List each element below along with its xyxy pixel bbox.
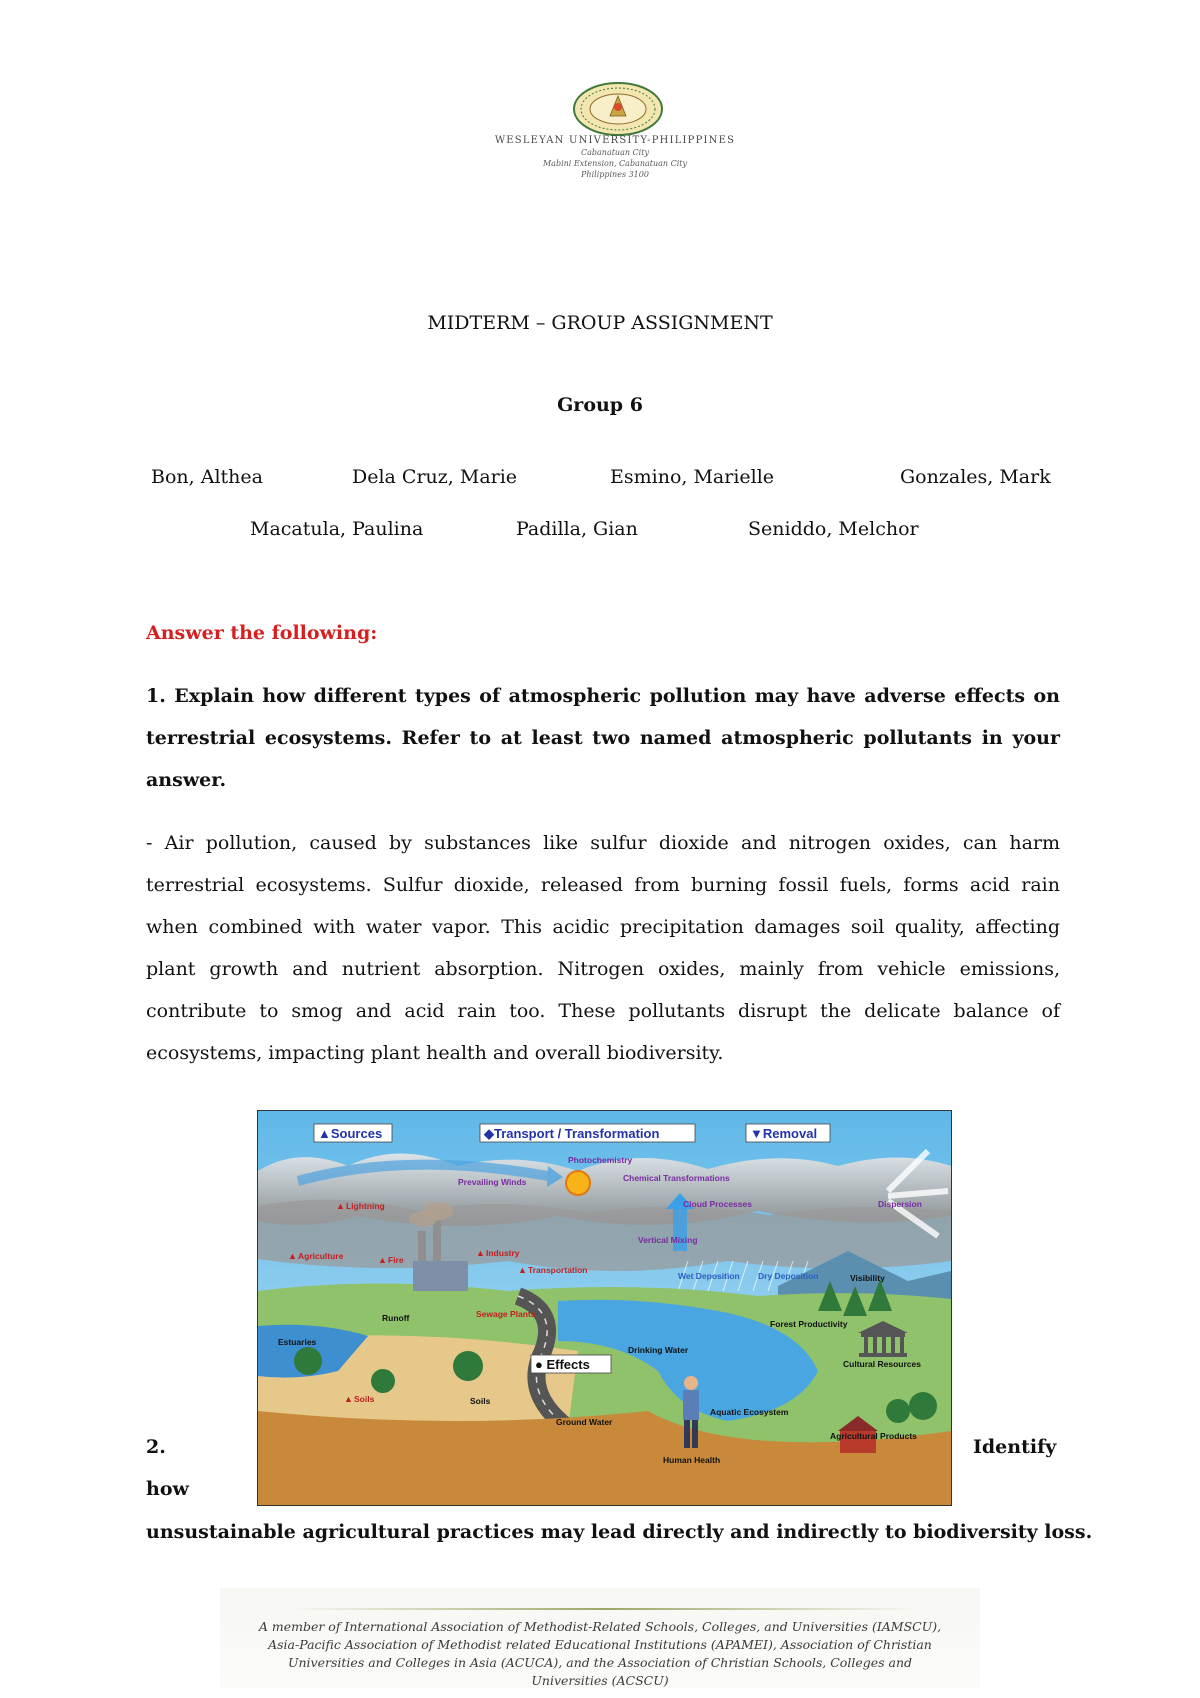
diagram-label-lightning: Lightning: [346, 1201, 385, 1211]
diagram-header-transport: ◆Transport / Transformation: [484, 1126, 660, 1141]
diagram-label-forest-productivity: Forest Productivity: [770, 1319, 848, 1329]
member-name: Dela Cruz, Marie: [352, 466, 518, 488]
diagram-label-photochemistry: Photochemistry: [568, 1155, 633, 1165]
member-name: Padilla, Gian: [516, 518, 638, 540]
diagram-label-runoff: Runoff: [382, 1313, 410, 1323]
svg-text:▲: ▲: [344, 1394, 353, 1404]
footer-membership-text: A member of International Association of Methodist-Related Schools, Colleges, and Universities (IAMSCU), Asia-Pacific Association of Methodist related Educational Institutions (APAMEI), Association of Christian Universities and Colleges in Asia (ACUCA), and the Association of Christian Schools, Colleges and Universities (ACSCU): [258, 1619, 942, 1688]
address-line-1: Cabanatuan City: [581, 148, 649, 157]
diagram-label-soils-effect: Soils: [470, 1396, 491, 1406]
diagram-label-agricultural-products: Agricultural Products: [830, 1431, 917, 1441]
svg-text:▲: ▲: [378, 1255, 387, 1265]
svg-text:▲: ▲: [518, 1265, 527, 1275]
answer-1: - Air pollution, caused by substances like sulfur dioxide and nitrogen oxides, can harm terrestrial ecosystems. Sulfur dioxide, released from burning fossil fuels, forms acid rain when combined with water vapor. This acidic precipitation damages soil quality, affecting plant growth and nutrient absorption. Nitrogen oxides, mainly from vehicle emissions, contribute to smog and acid rain too. These pollutants disrupt the delicate balance of ecosystems, impacting plant health and overall biodiversity.: [146, 832, 1060, 1064]
svg-text:▲: ▲: [288, 1251, 297, 1261]
diagram-label-dispersion: Dispersion: [878, 1199, 922, 1209]
diagram-label-estuaries: Estuaries: [278, 1337, 317, 1347]
diagram-label-prevailing-winds: Prevailing Winds: [458, 1177, 527, 1187]
diagram-header-effects: ● Effects: [535, 1357, 590, 1372]
document-title: MIDTERM – GROUP ASSIGNMENT: [427, 312, 773, 334]
university-seal-logo: [573, 82, 663, 136]
instruction-heading: Answer the following:: [146, 622, 378, 644]
pollution-cycle-diagram: [257, 1110, 952, 1506]
member-name: Esmino, Marielle: [610, 466, 775, 488]
diagram-label-human-health: Human Health: [663, 1455, 721, 1465]
diagram-label-transportation: Transportation: [528, 1265, 588, 1275]
svg-text:▲: ▲: [476, 1248, 485, 1258]
diagram-label-drinking-water: Drinking Water: [628, 1345, 689, 1355]
question-2-word: how: [146, 1478, 189, 1500]
group-label: Group 6: [557, 394, 643, 416]
university-name: WESLEYAN UNIVERSITY-PHILIPPINES: [494, 135, 736, 146]
footer-divider: [290, 1608, 920, 1610]
diagram-label-wet-deposition: Wet Deposition: [678, 1271, 740, 1281]
diagram-label-cultural-resources: Cultural Resources: [843, 1359, 921, 1369]
address-line-2: Mabini Extension, Cabanatuan City: [542, 159, 687, 168]
question-2-text: unsustainable agricultural practices may lead directly and indirectly to biodiversity loss.: [146, 1521, 1093, 1543]
diagram-header-removal: ▼Removal: [750, 1126, 818, 1141]
diagram-label-chemical-transformations: Chemical Transformations: [623, 1173, 730, 1183]
member-name: Bon, Althea: [151, 466, 263, 488]
diagram-label-soils-source: Soils: [354, 1394, 375, 1404]
diagram-label-cloud-processes: Cloud Processes: [683, 1199, 752, 1209]
diagram-label-sewage-plants: Sewage Plants: [476, 1309, 536, 1319]
university-letterhead: [460, 134, 770, 180]
diagram-label-aquatic-ecosystem: Aquatic Ecosystem: [710, 1407, 789, 1417]
address-line-3: Philippines 3100: [581, 170, 649, 179]
diagram-label-vertical-mixing: Vertical Mixing: [638, 1235, 698, 1245]
question-2-word: Identify: [973, 1436, 1057, 1458]
member-name: Gonzales, Mark: [900, 466, 1051, 488]
diagram-label-industry: Industry: [486, 1248, 520, 1258]
diagram-label-agriculture: Agriculture: [298, 1251, 344, 1261]
diagram-label-fire: Fire: [388, 1255, 404, 1265]
member-name: Seniddo, Melchor: [748, 518, 919, 540]
svg-text:▲: ▲: [336, 1201, 345, 1211]
diagram-label-ground-water: Ground Water: [556, 1417, 613, 1427]
diagram-label-visibility: Visibility: [850, 1273, 885, 1283]
question-2-number: 2.: [146, 1436, 166, 1458]
question-1: 1. Explain how different types of atmospheric pollution may have adverse effects on terrestrial ecosystems. Refer to at least two named atmospheric pollutants in your answer.: [146, 685, 1060, 791]
diagram-header-sources: ▲Sources: [318, 1126, 383, 1141]
diagram-label-dry-deposition: Dry Deposition: [758, 1271, 819, 1281]
member-name: Macatula, Paulina: [250, 518, 424, 540]
